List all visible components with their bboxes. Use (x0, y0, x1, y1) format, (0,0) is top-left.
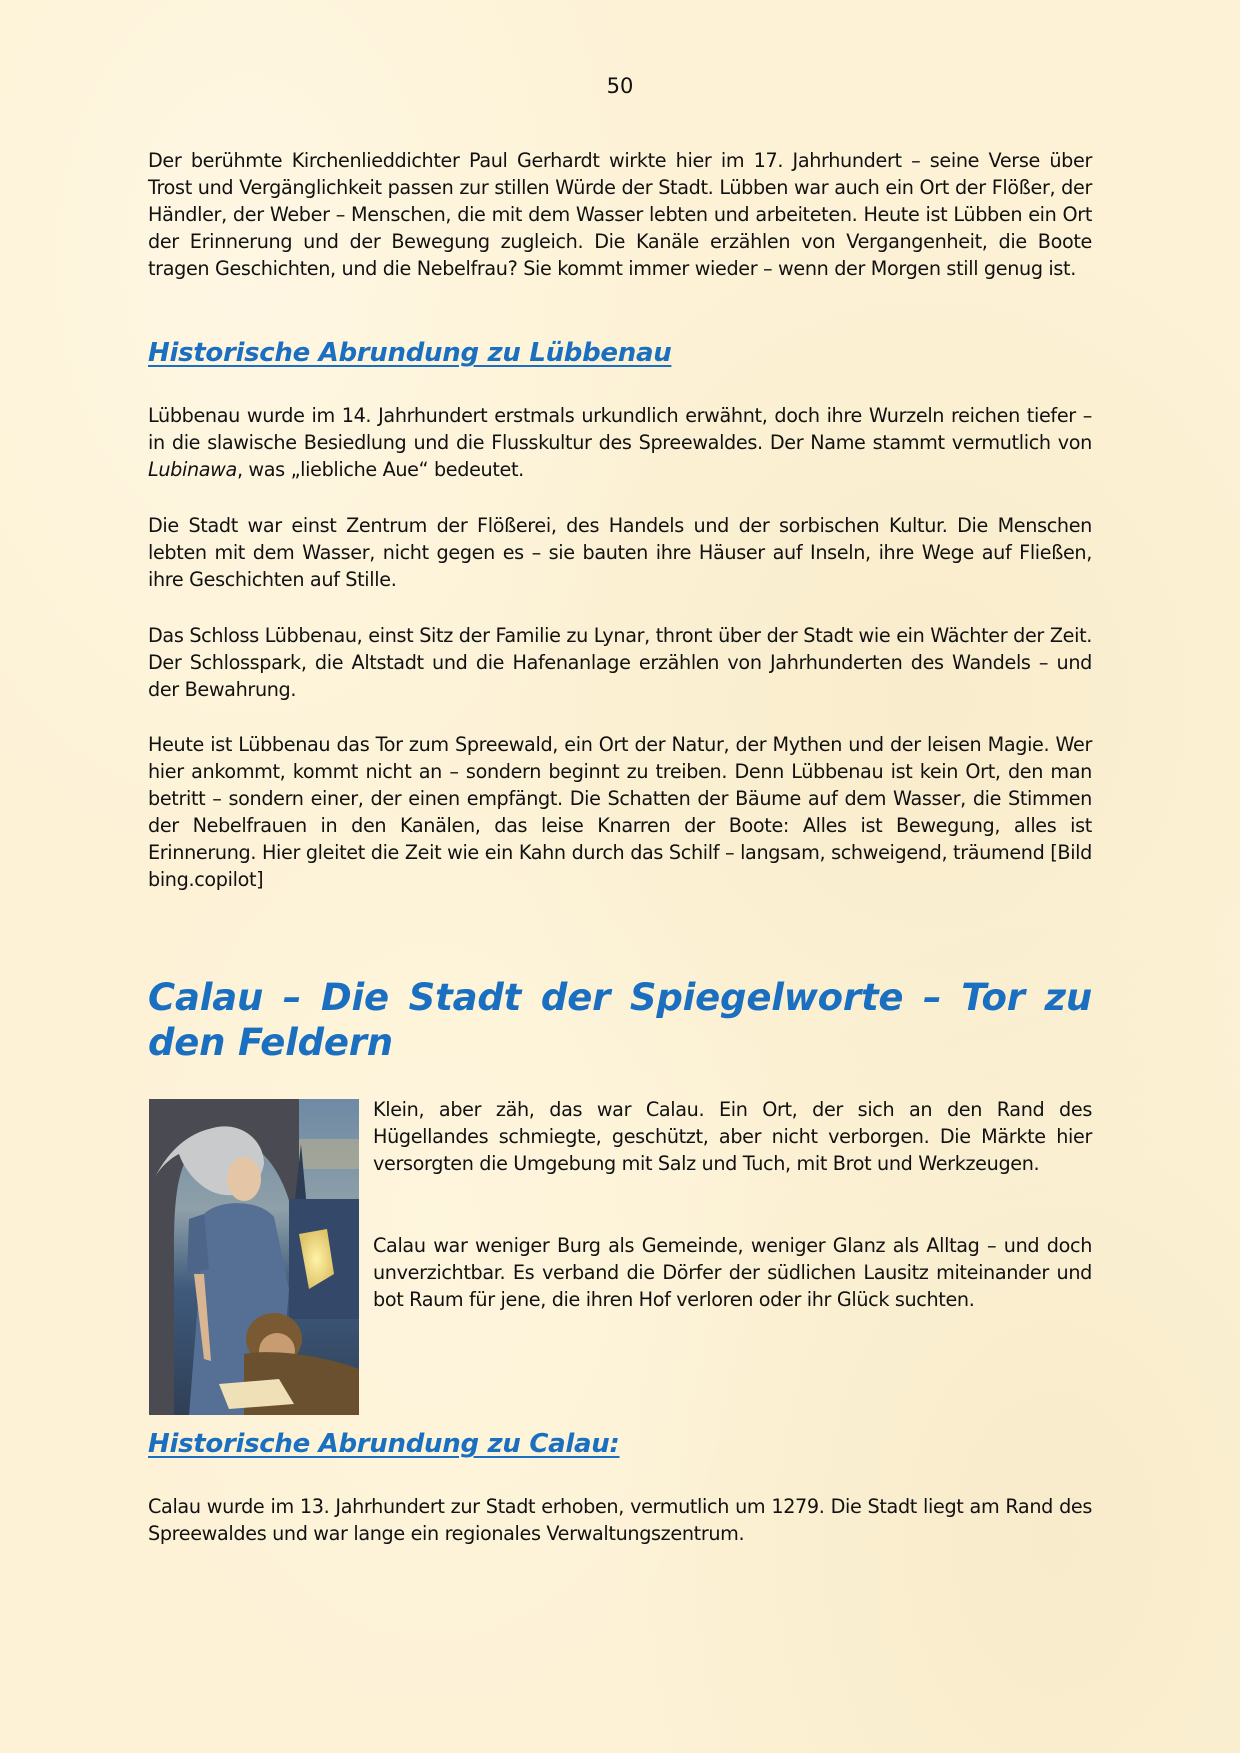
page-number: 50 (606, 74, 634, 98)
luebbenau-paragraph-3: Das Schloss Lübbenau, einst Sitz der Familie zu Lynar, thront über der Stadt wie ein Wächter der Zeit. Der Schlosspark, die Altstadt und die Hafenanlage erzählen von Jahrhunderten des Wandels – und der Bewahrung. (148, 624, 1092, 701)
intro-paragraph: Der berühmte Kirchenlieddichter Paul Gerhardt wirkte hier im 17. Jahrhundert – seine Verse über Trost und Vergänglichkeit passen zur stillen Würde der Stadt. Lübben war auch ein Ort der Flößer, der Händler, der Weber – Menschen, die mit dem Wasser lebten und arbeiteten. Heute ist Lübben ein Ort der Erinnerung und der Bewegung zugleich. Die Kanäle erzählen von Vergangenheit, die Boote tragen Geschichten, und die Nebelfrau? Sie kommt immer wieder – wenn der Morgen still genug ist. (148, 149, 1092, 280)
italic-name: Lubinawa (148, 458, 237, 481)
luebbenau-paragraph-2: Die Stadt war einst Zentrum der Flößerei, des Handels und der sorbischen Kultur. Die Menschen lebten mit dem Wasser, nicht gegen es – sie bauten ihre Häuser auf Inseln, ihre Wege auf Fließen, ihre Geschichten auf Stille. (148, 514, 1092, 591)
intro-section (148, 147, 1092, 282)
calau-history-section (148, 1493, 1092, 1547)
calau-heading: Historische Abrundung zu Calau: (148, 1429, 620, 1459)
luebbenau-heading: Historische Abrundung zu Lübbenau (148, 338, 672, 368)
calau-history-paragraph: Calau wurde im 13. Jahrhundert zur Stadt erhoben, vermutlich um 1279. Die Stadt liegt am Rand des Spreewaldes und war lange ein regionales Verwaltungszentrum. (148, 1495, 1092, 1545)
luebbenau-paragraph-1: Lübbenau wurde im 14. Jahrhundert erstmals urkundlich erwähnt, doch ihre Wurzeln reichen tiefer – in die slawische Besiedlung und die Flusskultur des Spreewaldes. Der Name stammt vermutlich von Lubinawa, was „liebliche Aue“ bedeutet. (148, 404, 1092, 481)
calau-paragraph-2: Calau war weniger Burg als Gemeinde, weniger Glanz als Alltag – und doch unverzichtbar. Es verband die Dörfer der südlichen Lausitz miteinander und bot Raum für jene, die ihren Hof verloren oder ihr Glück suchten. (373, 1234, 1092, 1311)
luebbenau-section (148, 402, 1092, 483)
luebbenau-paragraph-4: Heute ist Lübbenau das Tor zum Spreewald, ein Ort der Natur, der Mythen und der leisen Magie. Wer hier ankommt, kommt nicht an – sondern beginnt zu treiben. Denn Lübbenau ist kein Ort, den man betritt – sondern einer, der einen empfängt. Die Schatten der Bäume auf dem Wasser, die Stimmen der Nebelfrauen in den Kanälen, das leise Knarren der Boote: Alles ist Bewegung, alles ist Erinnerung. Hier gleitet die Zeit wie ein Kahn durch das Schilf – langsam, schweigend, träumend [Bild bing.copilot] (148, 733, 1092, 891)
chapter-title: Calau – Die Stadt der Spiegelworte – Tor zu den Feldern (148, 976, 1092, 1064)
calau-illustration (149, 1099, 359, 1415)
painting-image-icon (149, 1099, 359, 1415)
calau-paragraph-1: Klein, aber zäh, das war Calau. Ein Ort, der sich an den Rand des Hügellandes schmiegte, geschützt, aber nicht verborgen. Die Märkte hier versorgten die Umgebung mit Salz und Tuch, mit Brot und Werkzeugen. (373, 1098, 1092, 1175)
